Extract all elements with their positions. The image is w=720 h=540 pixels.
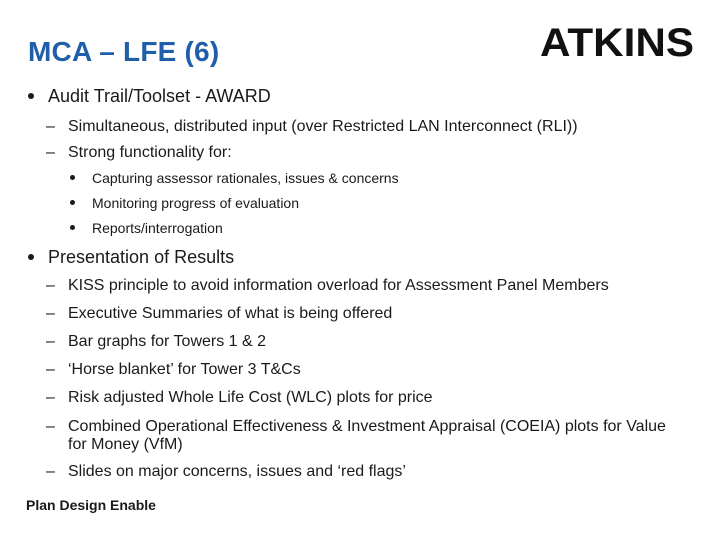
list-item: Bar graphs for Towers 1 & 2 (68, 333, 267, 350)
slide-title: MCA – LFE (6) (28, 36, 220, 67)
dash-icon: – (46, 463, 55, 480)
sub-list-item: Monitoring progress of evaluation (92, 195, 300, 211)
sub-list-item: Capturing assessor rationales, issues & concerns (92, 170, 399, 186)
dash-icon: – (46, 277, 55, 294)
dash-icon: – (46, 118, 55, 135)
list-item: Combined Operational Effectiveness & Investment Appraisal (COEIA) plots for Value for Money (VfM) (68, 418, 666, 453)
list-item: Simultaneous, distributed input (over Restricted LAN Interconnect (RLI)) (68, 118, 578, 135)
list-item: Strong functionality for: (68, 144, 232, 161)
bullet-dot-icon (70, 200, 75, 205)
section-heading-audit-trail: Audit Trail/Toolset - AWARD (48, 86, 271, 106)
bullet-dot-icon (70, 225, 75, 230)
list-item: ‘Horse blanket’ for Tower 3 T&Cs (68, 361, 301, 378)
list-item: KISS principle to avoid information overload for Assessment Panel Members (68, 277, 609, 294)
sub-list-item: Reports/interrogation (92, 220, 223, 236)
section-heading-presentation: Presentation of Results (48, 247, 235, 267)
bullet-dot-icon (28, 254, 34, 260)
dash-icon: – (46, 389, 55, 406)
atkins-logo (540, 20, 696, 64)
dash-icon: – (46, 305, 55, 322)
footer-tagline: Plan Design Enable (26, 497, 156, 513)
atkins-logo-text: ATKINS (540, 21, 694, 64)
bullet-dot-icon (70, 175, 75, 180)
dash-icon: – (46, 144, 55, 161)
list-item: Risk adjusted Whole Life Cost (WLC) plots for price (68, 389, 433, 406)
dash-icon: – (46, 333, 55, 350)
dash-icon: – (46, 418, 55, 435)
list-item: Executive Summaries of what is being offered (68, 305, 393, 322)
dash-icon: – (46, 361, 55, 378)
list-item: Slides on major concerns, issues and ‘red flags’ (68, 463, 406, 480)
bullet-dot-icon (28, 93, 34, 99)
